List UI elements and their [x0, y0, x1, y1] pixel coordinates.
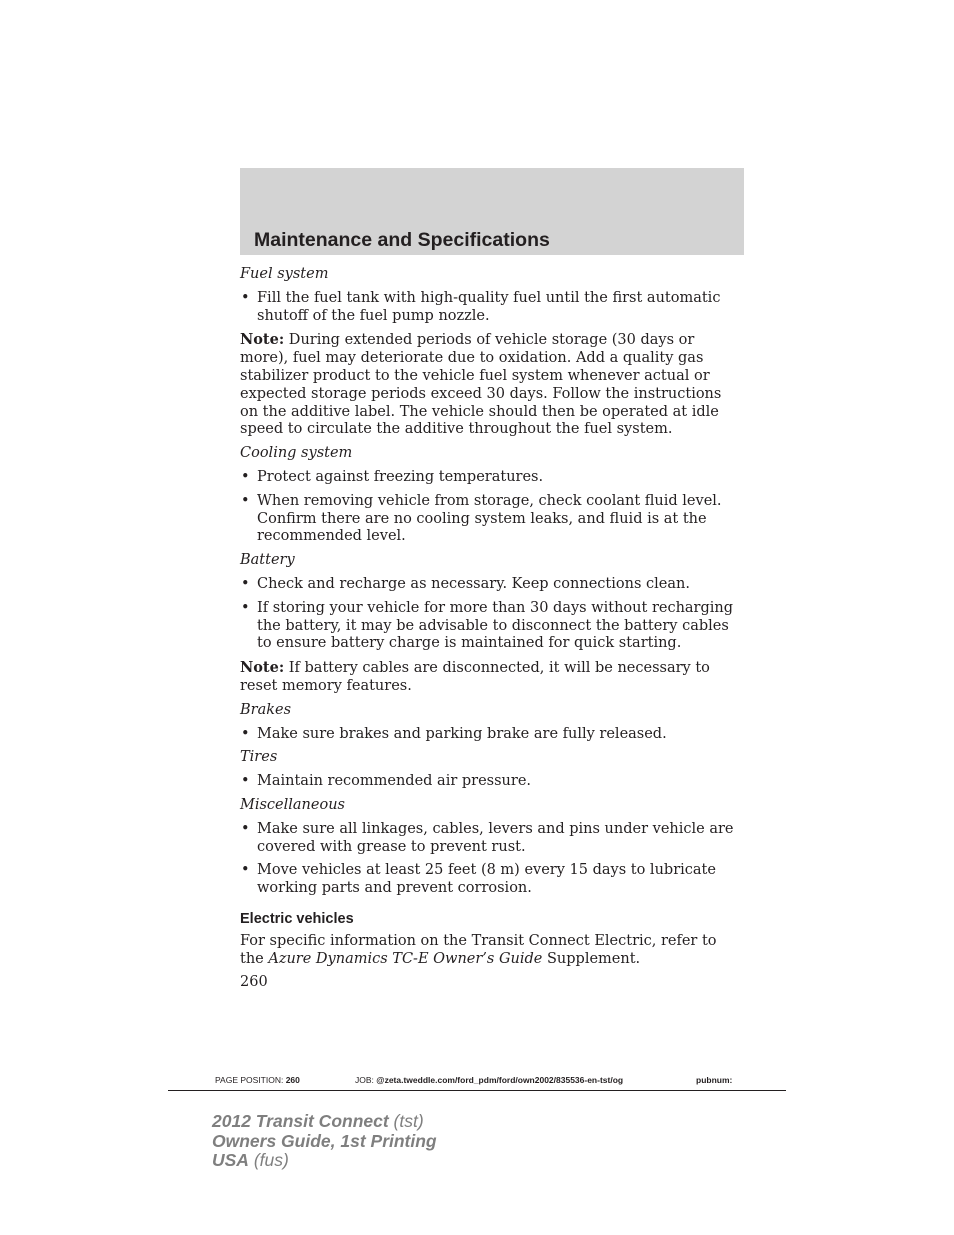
- footer-divider: [168, 1090, 786, 1091]
- bullet-text: Check and recharge as necessary. Keep connections clean.: [257, 575, 690, 592]
- electric-vehicles-paragraph: [240, 933, 744, 969]
- fuel-system-heading: Fuel system: [240, 266, 329, 282]
- bullet-item: [240, 493, 744, 546]
- bullet-item: [240, 862, 744, 898]
- electric-vehicles-heading: Electric vehicles: [240, 910, 354, 927]
- job-value: @zeta.tweddle.com/ford_pdm/ford/own2002/835536-en-tst/og: [376, 1075, 624, 1085]
- bullet-glyph: •: [241, 289, 250, 306]
- imprint-guide: Owners Guide, 1st Printing: [212, 1130, 437, 1151]
- section-header-band: [240, 168, 744, 255]
- cooling-system-heading: Cooling system: [240, 445, 353, 462]
- note-text: During extended periods of vehicle storage (30 days or more), fuel may deteriorate due to oxidation. Add a quality gas stabilizer product to the vehicle fuel system whenever actual or expected storage periods exceed 30 days. Follow the instructions on the additive label. The vehicle should then be operated at idle speed to circulate the additive throughout the fuel system.: [240, 332, 722, 438]
- imprint-line-2: [212, 1132, 437, 1152]
- note-text: If battery cables are disconnected, it will be necessary to reset memory features.: [240, 660, 710, 694]
- bullet-item: [240, 576, 744, 594]
- bullet-item: [240, 773, 744, 791]
- job-label: JOB:: [355, 1075, 374, 1085]
- brakes-heading: Brakes: [240, 701, 292, 718]
- bullet-item: [240, 600, 744, 653]
- section-title: Maintenance and Specifications: [254, 229, 550, 251]
- bullet-text: If storing your vehicle for more than 30 days without recharging the battery, it may be advisable to disconnect the battery cables to ensure battery charge is maintained for quick starting.: [257, 599, 734, 652]
- imprint-line-3: [212, 1151, 437, 1171]
- bullet-text: Move vehicles at least 25 feet (8 m) every 15 days to lubricate working parts and prevent corrosion.: [257, 862, 716, 897]
- note-label: Note:: [240, 331, 285, 349]
- imprint-market: USA: [212, 1150, 249, 1170]
- pubnum-label: pubnum:: [696, 1075, 733, 1085]
- bullet-glyph: •: [241, 492, 250, 509]
- miscellaneous-heading: Miscellaneous: [240, 796, 345, 813]
- imprint-market-code: (fus): [248, 1150, 289, 1170]
- tires-heading: Tires: [240, 749, 278, 766]
- imprint-line-1: [212, 1112, 437, 1132]
- battery-heading: Battery: [240, 552, 295, 569]
- bullet-glyph: •: [241, 725, 250, 742]
- bullet-item: [240, 821, 744, 857]
- bullet-item: [240, 726, 744, 744]
- bullet-text: Fill the fuel tank with high-quality fuel until the first automatic shutoff of the fuel pump nozzle.: [257, 289, 721, 324]
- bullet-item: [240, 290, 744, 326]
- footer-pubnum: [696, 1075, 732, 1085]
- bullet-glyph: •: [241, 862, 250, 879]
- bullet-glyph: •: [241, 820, 250, 837]
- imprint-model-code: (tst): [388, 1111, 424, 1131]
- electric-text-after: Supplement.: [542, 950, 641, 967]
- page-position-value: 260: [285, 1075, 300, 1085]
- note-label: Note:: [240, 659, 285, 677]
- printing-imprint: [212, 1112, 437, 1171]
- bullet-text: Make sure all linkages, cables, levers and pins under vehicle are covered with grease to prevent rust.: [257, 820, 734, 855]
- guide-title: Azure Dynamics TC-E Owner’s Guide: [268, 950, 543, 967]
- bullet-glyph: •: [241, 575, 250, 592]
- electric-text-before: For specific information on the Transit Connect Electric, refer to the: [240, 932, 717, 967]
- footer-page-position: [215, 1075, 300, 1085]
- bullet-text: Protect against freezing temperatures.: [257, 468, 544, 485]
- fuel-note: [240, 331, 744, 439]
- bullet-text: Make sure brakes and parking brake are fully released.: [257, 725, 667, 742]
- bullet-text: When removing vehicle from storage, check coolant fluid level. Confirm there are no cooling system leaks, and fluid is at the recommended level.: [257, 492, 722, 545]
- bullet-glyph: •: [241, 599, 250, 616]
- battery-note: [240, 659, 744, 696]
- imprint-model: 2012 Transit Connect: [212, 1111, 389, 1131]
- footer-job: [355, 1075, 623, 1085]
- page-content: [240, 266, 744, 992]
- bullet-item: [240, 469, 744, 487]
- bullet-glyph: •: [241, 773, 250, 790]
- bullet-glyph: •: [241, 468, 250, 485]
- page-number: 260: [240, 974, 268, 991]
- bullet-text: Maintain recommended air pressure.: [257, 773, 532, 790]
- page-position-label: PAGE POSITION:: [215, 1075, 284, 1085]
